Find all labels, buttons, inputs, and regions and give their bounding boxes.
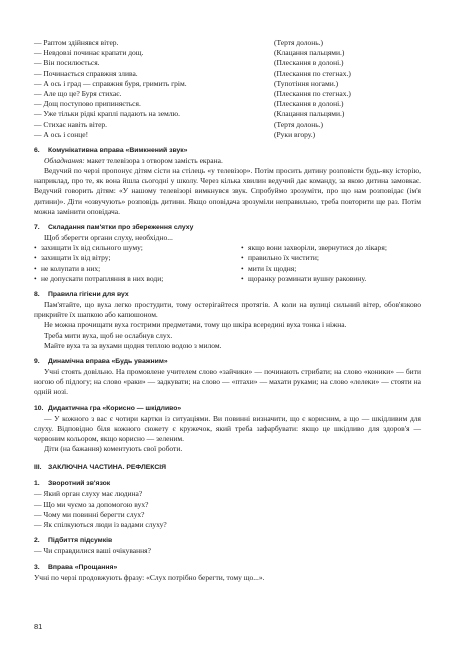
section-heading: 6. Комунікативна вправа «Вимкнений звук»	[34, 146, 188, 154]
section-heading: 8. Правила гігієни для вух	[34, 291, 129, 299]
list-item: — А ось і сонце! (Руки вгору.)	[34, 129, 316, 139]
part-heading: III. ЗАКЛЮЧНА ЧАСТИНА. РЕФЛЕКСІЯ	[34, 464, 167, 472]
list-item: • не колупати в них; • мити їх щодня;	[0, 264, 469, 274]
paragraph: Ведучий по черзі пропонує дітям сісти на стілець «у телевізор». Потім просить дитину розповісти будь-яку історію, наприклад, про те, як вона йшла сьогодні у школу. Через кілька хвилин ведучий дає команду, за якою дитина замовкає. Ведучий говорить дітям: «У нашому телевізорі вимкнувся звук. Спробуймо зрозуміти, про що нам розповідає (ім'я дитини)». Діти «озвучують» розповідь дитини. Якщо оповідача зрозуміли неправильно, треба повторити ще раз. Потім можна замінити оповідача.	[34, 166, 421, 216]
list-item: — Раптом здійнявся вітер. (Тертя долонь.)	[34, 38, 324, 47]
list-item: — Чи справдилися ваші очікування?	[34, 546, 151, 556]
list-item: — Починається справжня злива. (Плескання по стегнах.)	[34, 68, 351, 78]
list-item: — Чому ми повинні берегти слух?	[34, 509, 145, 519]
list-item: — Який орган слуху має людина?	[34, 489, 143, 499]
paragraph: — У кожного з вас є чотири картки із ситуаціями. Ви повинні визначити, що є корисним, а що — шкідливим для слуху. Відповідно біля кожного сюжету є кружечок, який треба зафарбувати: якщо це шкідливо для здоров'я — червоним кольором, якщо корисно — зеленим.	[34, 413, 421, 444]
section-heading: 7. Складання пам'ятки про збереження слуху	[34, 224, 194, 232]
list-item: — Що ми чуємо за допомогою вух?	[34, 499, 149, 509]
paragraph: Пам'ятайте, що вуха легко простудити, тому остерігайтеся протягів. А коли на вулиці сильний вітер, обов'язково прикрийте їх шапкою або капюшоном.	[34, 300, 421, 320]
list-item: — Але що це? Буря стихає. (Плескання по стегнах.)	[34, 88, 351, 98]
paragraph: Майте вуха та за вухами щодня теплою водою з милом.	[44, 340, 222, 350]
equipment-line: Обладнання: макет телевізора з отвором замість екрана.	[44, 155, 223, 165]
list-item: • не допускати потрапляння в них води; • щоранку розминати вушну раковину.	[0, 274, 469, 284]
list-item: — Дощ поступово припиняється. (Плескання в долоні.)	[34, 99, 344, 109]
list-item: — Як спілкуються люди із вадами слуху?	[34, 520, 167, 530]
list-item: — Він посилюється. (Плескання в долоні.)	[34, 58, 344, 68]
page-number: 81	[34, 622, 43, 631]
section-heading: 1. Зворотний зв'язок	[34, 480, 111, 488]
list-item: — Стихає навіть вітер. (Тертя долонь.)	[34, 119, 324, 129]
section-heading: 3. Вправа «Прощання»	[34, 563, 118, 571]
list-item: — Уже тільки рідкі краплі падають на землю. (Клацання пальцями.)	[34, 109, 345, 119]
section-heading: 10. Дидактична гра «Корисно — шкідливо»	[34, 404, 182, 412]
sound-imitation-list	[0, 38, 469, 140]
list-item: • захищати їх від сильного шуму; • якщо вони захворіли, звернутися до лікаря;	[0, 243, 469, 253]
list-item: • захищати їх від вітру; • правильно їх чистити;	[0, 253, 469, 263]
list-item: — А ось і град — справжня буря, гримить грім. (Тупотіння ногами.)	[34, 78, 339, 88]
paragraph: Щоб зберегти органи слуху, необхідно...	[44, 233, 173, 243]
paragraph: Учні стоять довільно. На промовлене учителем слово «зайчики» — починають стрибати; на слово «коники» — бити ногою об підлогу; на слово «раки» — задкувати; на слово — «птахи» — махати руками; на слово «лелеки» — стояти на одній нозі.	[34, 367, 421, 397]
bullet-list	[0, 243, 469, 284]
paragraph: Учні по черзі продовжують фразу: «Слух потрібно берегти, тому що...».	[34, 572, 265, 582]
list-item: — Невдовзі починає крапати дощ. (Клацання пальцями.)	[34, 48, 345, 58]
section-heading: 9. Динамічна вправа «Будь уважним»	[34, 358, 168, 366]
paragraph: Не можна прочищати вуха гострими предметами, тому що шкіра всередині вуха тонка і ніжна.	[44, 320, 347, 330]
paragraph: Треба мити вуха, щоб не ослабнув слух.	[44, 330, 173, 340]
section-heading: 2. Підбиття підсумків	[34, 537, 113, 545]
paragraph: Діти (на бажання) коментують свої роботи.	[44, 444, 183, 454]
